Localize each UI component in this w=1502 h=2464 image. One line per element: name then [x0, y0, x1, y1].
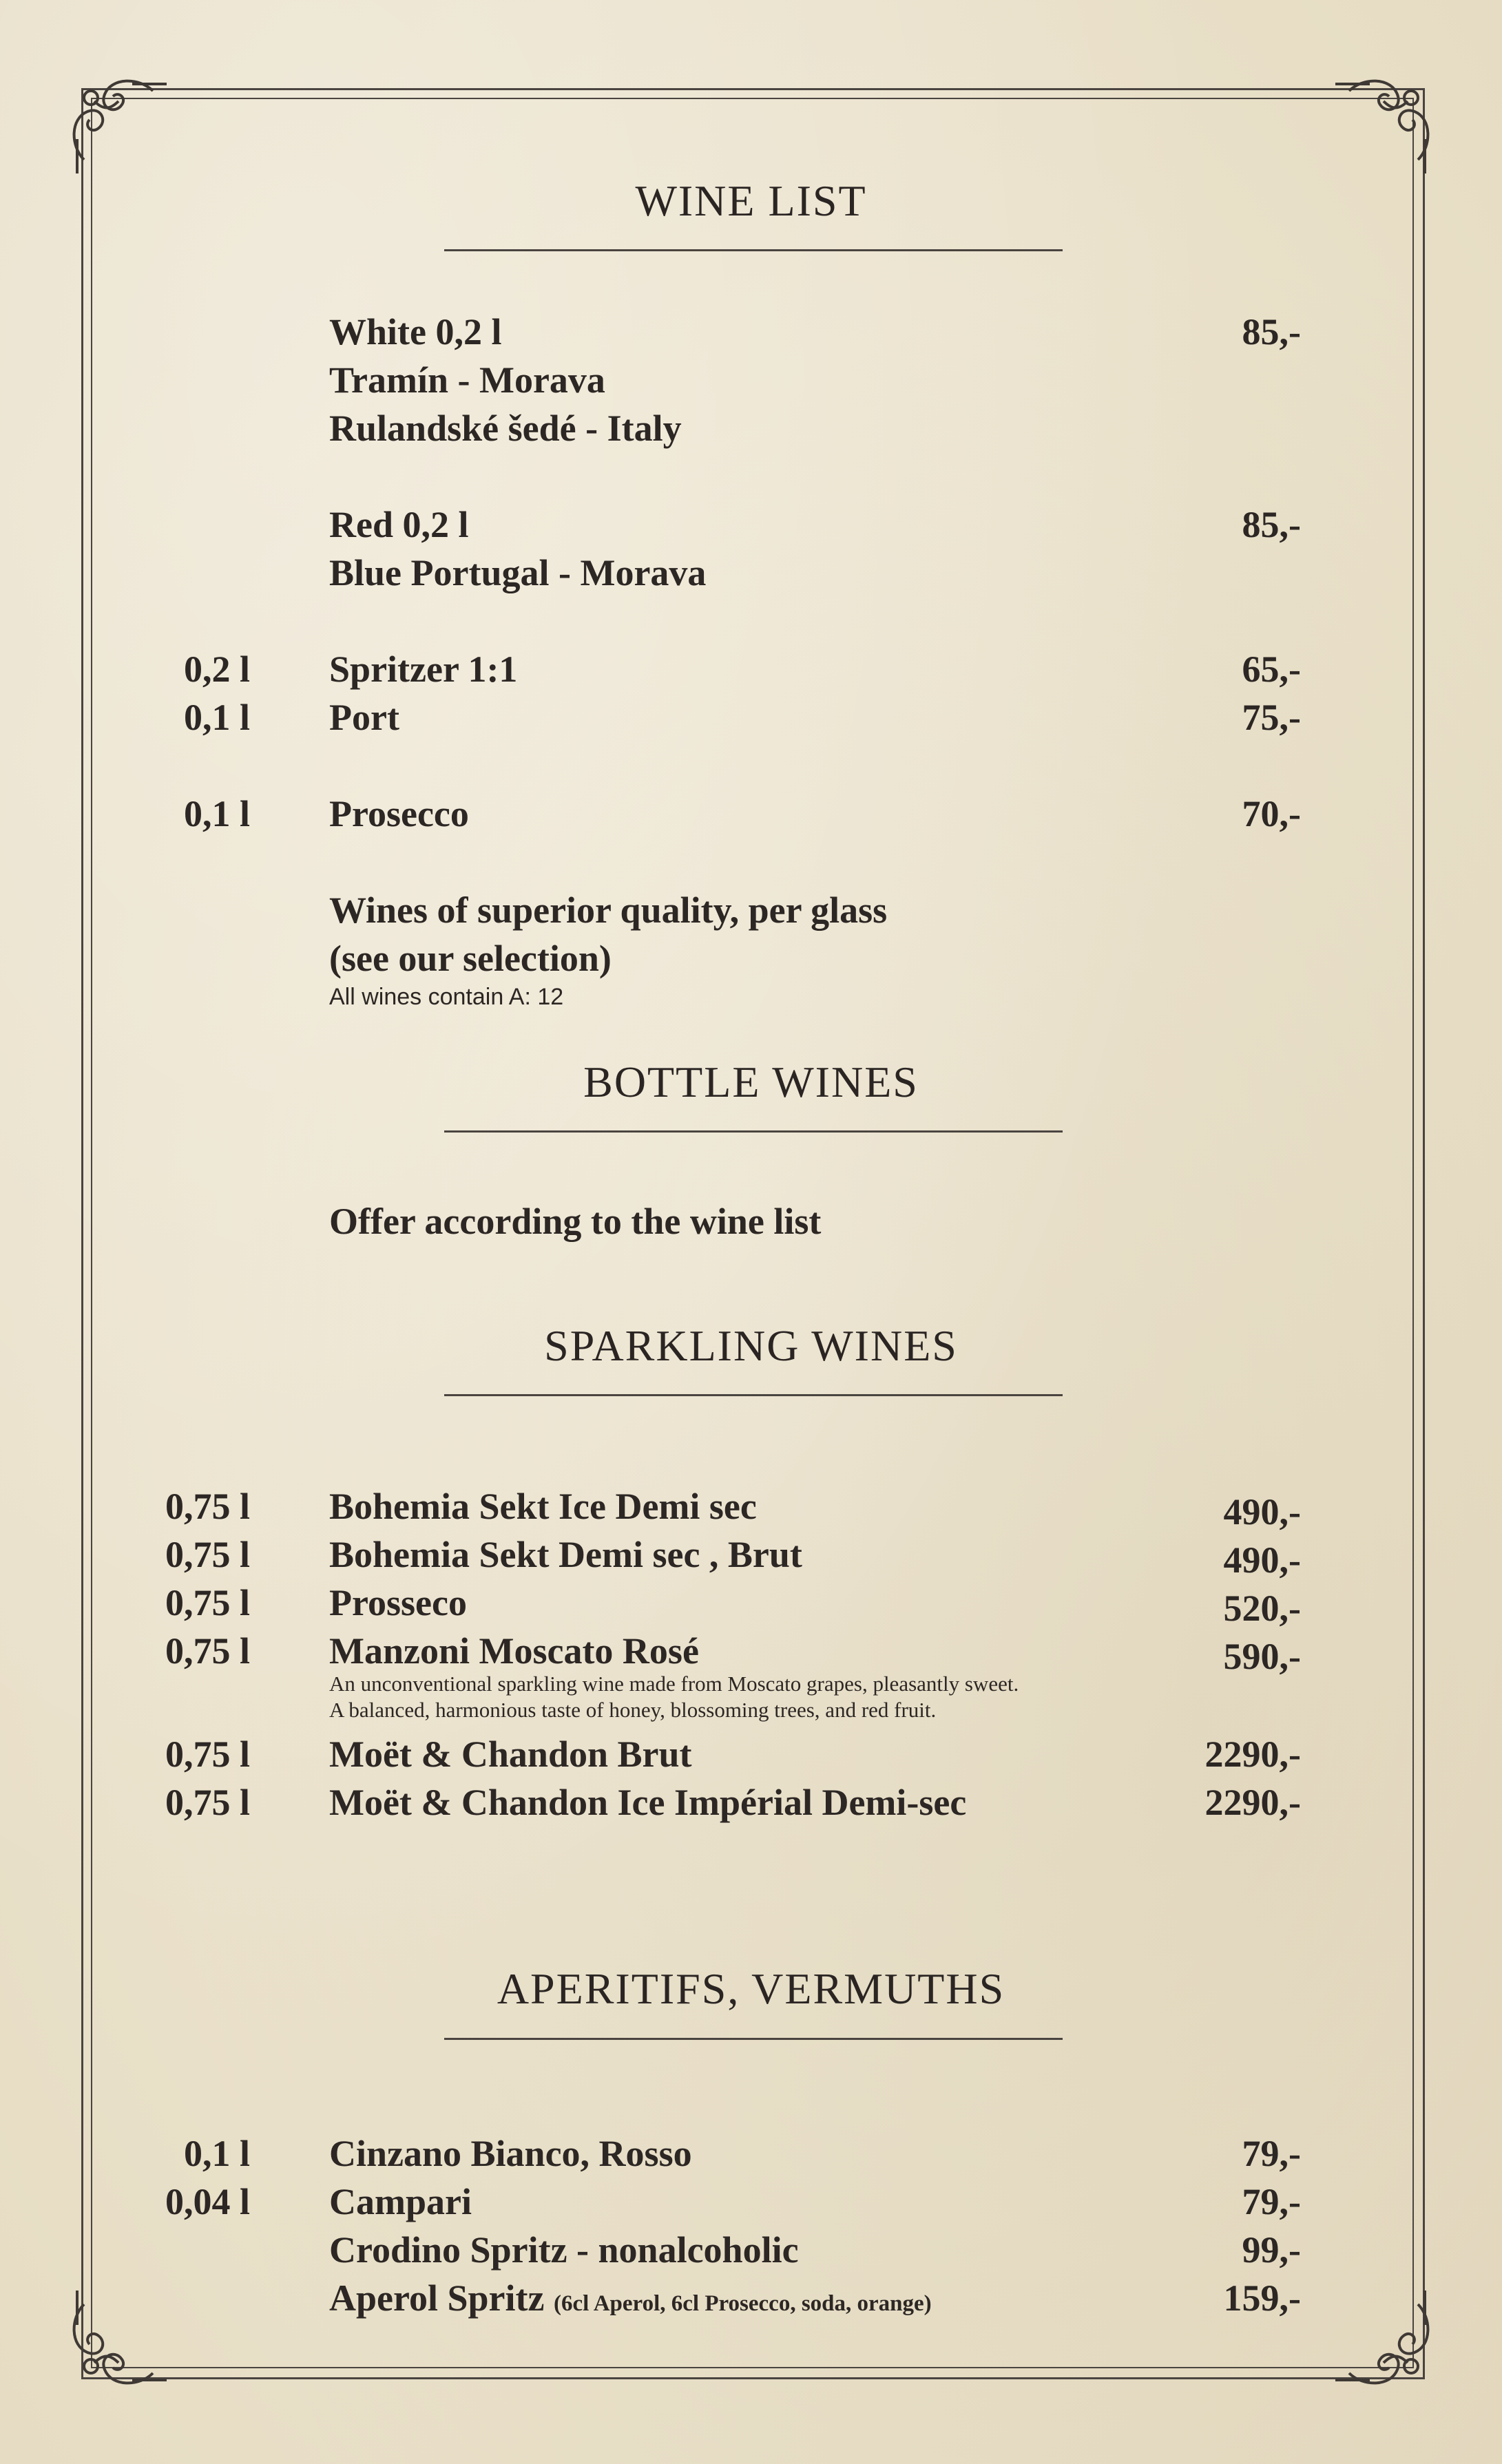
corner-ornament-icon	[63, 2284, 174, 2394]
heading-underline	[444, 1130, 1063, 1133]
item-name: Moët & Chandon Ice Impérial Demi-sec	[329, 1782, 967, 1823]
item-price: 490,-	[1223, 1539, 1301, 1581]
heading-wine-list: WINE LIST	[635, 176, 867, 225]
heading-underline	[444, 249, 1063, 251]
item-name: Prosecco	[329, 793, 469, 834]
item-volume: 0,2 l	[183, 649, 250, 690]
item-name: Campari	[329, 2181, 472, 2222]
item-description: A balanced, harmonious taste of honey, blossoming trees, and red fruit.	[329, 1698, 937, 1722]
item-name: Crodino Spritz - nonalcoholic	[329, 2229, 799, 2271]
item-name: White 0,2 l	[329, 311, 502, 352]
variety-name: Rulandské šedé - Italy	[329, 408, 682, 449]
corner-ornament-icon	[1328, 2284, 1439, 2394]
allergen-note: All wines contain A: 12	[329, 984, 564, 1010]
superior-text: Wines of superior quality, per glass	[329, 889, 888, 931]
item-name-wrap	[329, 2277, 932, 2324]
item-price: 75,-	[1242, 697, 1301, 738]
item-volume: 0,1 l	[183, 2133, 250, 2174]
item-name: Bohemia Sekt Ice Demi sec	[329, 1486, 757, 1527]
item-name: Red 0,2 l	[329, 504, 469, 545]
item-name: Prosseco	[329, 1582, 467, 1623]
variety-name: Blue Portugal - Morava	[329, 552, 707, 593]
heading-underline	[444, 2038, 1063, 2040]
item-price: 159,-	[1223, 2277, 1301, 2319]
item-volume: 0,1 l	[183, 793, 250, 834]
item-price: 99,-	[1242, 2229, 1301, 2271]
item-volume: 0,75 l	[165, 1534, 250, 1575]
superior-text: (see our selection)	[329, 938, 612, 979]
item-volume: 0,75 l	[165, 1486, 250, 1527]
heading-underline	[444, 1394, 1063, 1396]
item-name: Aperol Spritz	[329, 2277, 545, 2319]
heading-aperitifs: APERITIFS, VERMUTHS	[497, 1964, 1005, 2013]
variety-name: Tramín - Morava	[329, 359, 605, 401]
item-price: 79,-	[1242, 2133, 1301, 2174]
bottle-offer-text: Offer according to the wine list	[329, 1201, 822, 1242]
item-price: 65,-	[1242, 649, 1301, 690]
item-price: 490,-	[1223, 1491, 1301, 1533]
item-name: Cinzano Bianco, Rosso	[329, 2133, 692, 2174]
item-price: 70,-	[1242, 793, 1301, 834]
item-price: 85,-	[1242, 504, 1301, 545]
item-price: 2290,-	[1204, 1734, 1301, 1775]
item-price: 79,-	[1242, 2181, 1301, 2222]
item-note: (6cl Aperol, 6cl Prosecco, soda, orange)	[553, 2291, 932, 2316]
item-name: Spritzer 1:1	[329, 649, 518, 690]
corner-ornament-icon	[1328, 70, 1439, 180]
heading-sparkling-wines: SPARKLING WINES	[544, 1321, 958, 1370]
item-price: 590,-	[1223, 1636, 1301, 1677]
heading-bottle-wines: BOTTLE WINES	[583, 1057, 919, 1106]
item-volume: 0,75 l	[165, 1630, 250, 1672]
item-price: 2290,-	[1204, 1782, 1301, 1823]
corner-ornament-icon	[63, 70, 174, 180]
item-description: An unconventional sparkling wine made from Moscato grapes, pleasantly sweet.	[329, 1672, 1019, 1696]
item-volume: 0,04 l	[165, 2181, 250, 2222]
item-volume: 0,75 l	[165, 1734, 250, 1775]
item-price: 520,-	[1223, 1588, 1301, 1629]
item-price: 85,-	[1242, 311, 1301, 352]
item-name: Manzoni Moscato Rosé	[329, 1630, 699, 1672]
item-volume: 0,75 l	[165, 1782, 250, 1823]
item-volume: 0,1 l	[183, 697, 250, 738]
item-name: Port	[329, 697, 399, 738]
item-name: Moët & Chandon Brut	[329, 1734, 692, 1775]
item-volume: 0,75 l	[165, 1582, 250, 1623]
item-name: Bohemia Sekt Demi sec , Brut	[329, 1534, 802, 1575]
